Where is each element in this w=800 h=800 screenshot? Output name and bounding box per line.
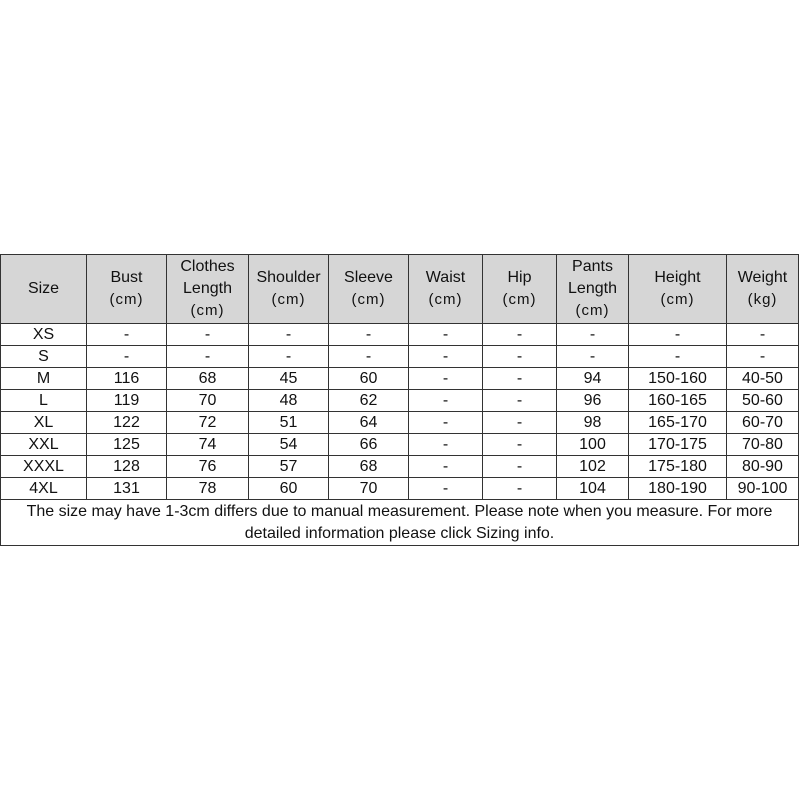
header-height-unit: (cm) [660, 291, 695, 308]
cell-height: - [629, 346, 727, 368]
cell-clothes-length: 68 [167, 368, 249, 390]
cell-sleeve: 60 [329, 368, 409, 390]
cell-bust: 128 [87, 456, 167, 478]
table-row [1, 346, 799, 368]
cell-weight: 80-90 [727, 456, 799, 478]
header-hip [483, 255, 557, 324]
table-row [1, 456, 799, 478]
cell-height: 150-160 [629, 368, 727, 390]
cell-weight: 60-70 [727, 412, 799, 434]
cell-sleeve: 64 [329, 412, 409, 434]
header-height-label: Height [654, 269, 701, 286]
header-pants-length [557, 255, 629, 324]
cell-size: XXXL [1, 456, 87, 478]
cell-shoulder: 51 [249, 412, 329, 434]
table-row [1, 412, 799, 434]
cell-hip: - [483, 390, 557, 412]
header-size-label: Size [27, 280, 60, 297]
cell-bust: 122 [87, 412, 167, 434]
cell-waist: - [409, 456, 483, 478]
cell-sleeve: - [329, 324, 409, 346]
cell-clothes-length: 78 [167, 478, 249, 500]
header-pants-length-unit: (cm) [575, 302, 610, 319]
cell-weight: - [727, 346, 799, 368]
cell-sleeve: 66 [329, 434, 409, 456]
header-sleeve [329, 255, 409, 324]
header-bust [87, 255, 167, 324]
cell-bust: - [87, 346, 167, 368]
header-weight [727, 255, 799, 324]
cell-waist: - [409, 412, 483, 434]
header-waist [409, 255, 483, 324]
cell-size: XS [1, 324, 87, 346]
cell-hip: - [483, 346, 557, 368]
cell-hip: - [483, 368, 557, 390]
table-row [1, 390, 799, 412]
cell-clothes-length: 74 [167, 434, 249, 456]
header-weight-unit: (kg) [747, 291, 778, 308]
header-bust-unit: (cm) [109, 291, 144, 308]
header-clothes-length [167, 255, 249, 324]
cell-shoulder: - [249, 324, 329, 346]
table-body [1, 324, 799, 500]
cell-pants-length: 100 [557, 434, 629, 456]
note-row [1, 500, 799, 546]
table-footer [1, 500, 799, 546]
header-hip-unit: (cm) [502, 291, 537, 308]
header-weight-label: Weight [737, 269, 788, 286]
cell-waist: - [409, 434, 483, 456]
cell-pants-length: 94 [557, 368, 629, 390]
header-pants-length-label: Pants [572, 258, 613, 275]
cell-shoulder: 54 [249, 434, 329, 456]
cell-shoulder: 48 [249, 390, 329, 412]
cell-weight: 50-60 [727, 390, 799, 412]
cell-weight: 70-80 [727, 434, 799, 456]
cell-size: 4XL [1, 478, 87, 500]
cell-height: - [629, 324, 727, 346]
cell-bust: - [87, 324, 167, 346]
cell-bust: 116 [87, 368, 167, 390]
header-clothes-length-label: Clothes [180, 258, 235, 275]
header-hip-label: Hip [507, 269, 532, 286]
cell-pants-length: - [557, 346, 629, 368]
cell-height: 175-180 [629, 456, 727, 478]
cell-hip: - [483, 324, 557, 346]
cell-shoulder: 45 [249, 368, 329, 390]
cell-shoulder: 57 [249, 456, 329, 478]
table-row [1, 478, 799, 500]
cell-sleeve: 62 [329, 390, 409, 412]
cell-shoulder: 60 [249, 478, 329, 500]
cell-size: XXL [1, 434, 87, 456]
header-waist-label: Waist [425, 269, 466, 286]
cell-height: 170-175 [629, 434, 727, 456]
cell-waist: - [409, 368, 483, 390]
table-row [1, 368, 799, 390]
cell-hip: - [483, 434, 557, 456]
cell-sleeve: 68 [329, 456, 409, 478]
table-header [1, 255, 799, 324]
cell-weight: 40-50 [727, 368, 799, 390]
cell-bust: 125 [87, 434, 167, 456]
cell-waist: - [409, 346, 483, 368]
cell-clothes-length: 72 [167, 412, 249, 434]
cell-pants-length: 96 [557, 390, 629, 412]
cell-pants-length: 102 [557, 456, 629, 478]
header-shoulder-unit: (cm) [271, 291, 306, 308]
cell-size: M [1, 368, 87, 390]
header-shoulder [249, 255, 329, 324]
cell-bust: 119 [87, 390, 167, 412]
cell-hip: - [483, 456, 557, 478]
cell-weight: - [727, 324, 799, 346]
cell-pants-length: 98 [557, 412, 629, 434]
cell-waist: - [409, 390, 483, 412]
header-waist-unit: (cm) [428, 291, 463, 308]
table-row [1, 434, 799, 456]
header-clothes-length-unit: (cm) [190, 302, 225, 319]
cell-pants-length: - [557, 324, 629, 346]
cell-hip: - [483, 478, 557, 500]
header-pants-length-label: Length [568, 280, 617, 297]
header-height [629, 255, 727, 324]
cell-bust: 131 [87, 478, 167, 500]
header-row [1, 255, 799, 324]
cell-pants-length: 104 [557, 478, 629, 500]
size-table [0, 254, 799, 546]
cell-clothes-length: 70 [167, 390, 249, 412]
header-bust-label: Bust [110, 269, 143, 286]
cell-size: XL [1, 412, 87, 434]
header-sleeve-unit: (cm) [351, 291, 386, 308]
cell-clothes-length: - [167, 346, 249, 368]
size-chart [0, 254, 798, 546]
cell-height: 165-170 [629, 412, 727, 434]
table-row [1, 324, 799, 346]
cell-sleeve: 70 [329, 478, 409, 500]
header-size [1, 255, 87, 324]
cell-height: 160-165 [629, 390, 727, 412]
cell-waist: - [409, 324, 483, 346]
cell-shoulder: - [249, 346, 329, 368]
header-clothes-length-label: Length [183, 280, 232, 297]
cell-size: L [1, 390, 87, 412]
cell-waist: - [409, 478, 483, 500]
cell-weight: 90-100 [727, 478, 799, 500]
header-shoulder-label: Shoulder [256, 269, 321, 286]
measurement-note: The size may have 1-3cm differs due to manual measurement. Please note when you measure. For more detailed information please click Sizing info. [1, 500, 799, 546]
cell-sleeve: - [329, 346, 409, 368]
cell-size: S [1, 346, 87, 368]
header-sleeve-label: Sleeve [344, 269, 393, 286]
cell-height: 180-190 [629, 478, 727, 500]
cell-clothes-length: - [167, 324, 249, 346]
cell-hip: - [483, 412, 557, 434]
cell-clothes-length: 76 [167, 456, 249, 478]
